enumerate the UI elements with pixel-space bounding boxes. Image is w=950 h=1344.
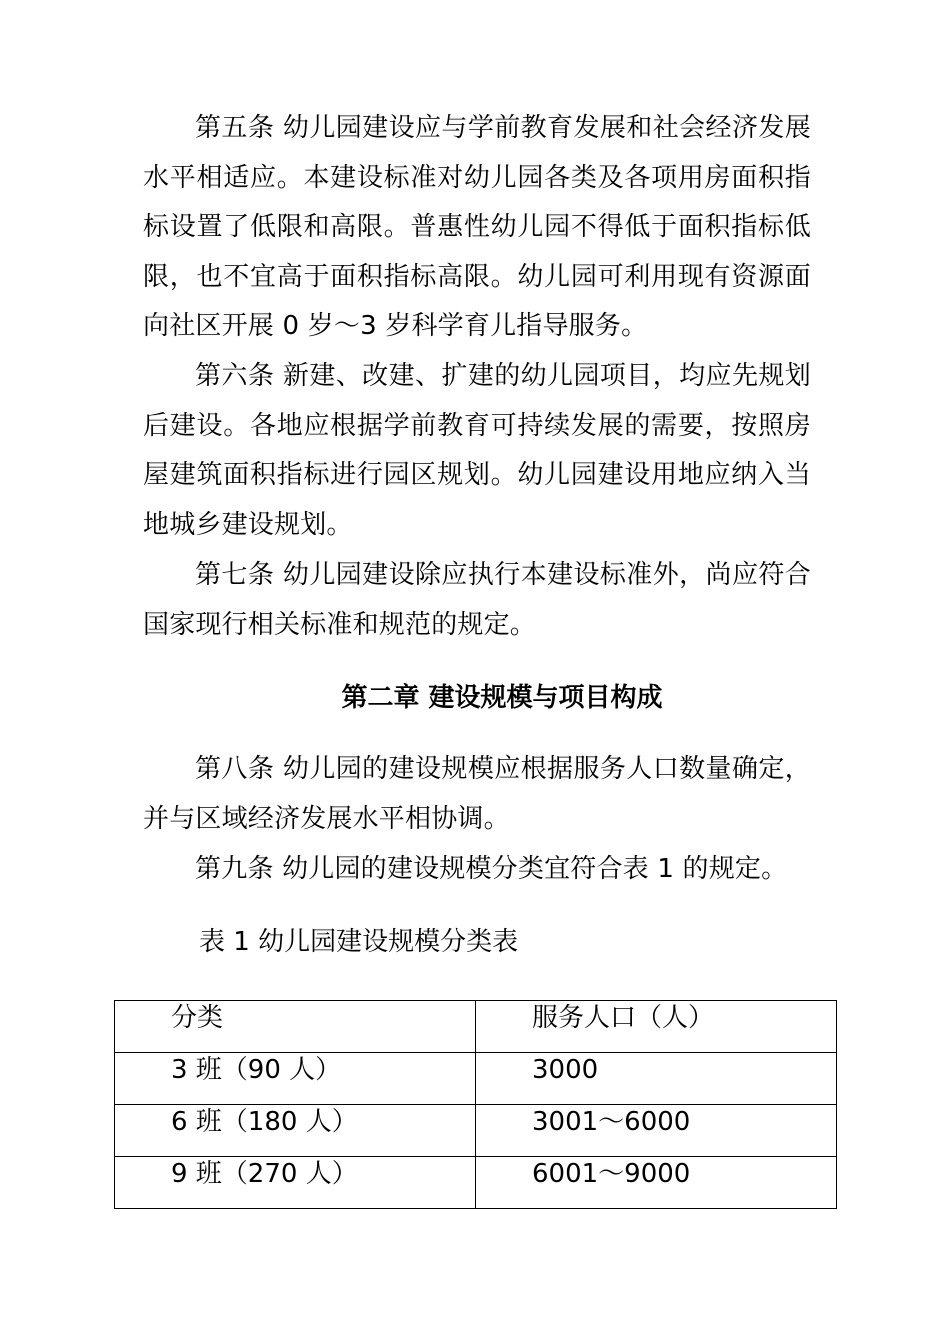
article-8-paragraph: 第八条 幼儿园的建设规模应根据服务人口数量确定，并与区域经济发展水平相协调。: [143, 754, 811, 834]
cell-population: 6001～9000: [476, 1157, 837, 1209]
chapter-heading: 第二章 建设规模与项目构成: [341, 683, 663, 713]
table-row: [115, 1157, 837, 1209]
cell-category: 9 班（270 人）: [115, 1157, 476, 1209]
table-row: [115, 1053, 837, 1105]
table-caption: 表 1 幼儿园建设规模分类表: [199, 927, 519, 957]
article-5-paragraph: 第五条 幼儿园建设应与学前教育发展和社会经济发展水平相适应。本建设标准对幼儿园各类及各项用房面积指标设置了低限和高限。普惠性幼儿园不得低于面积指标低限，也不宜高于面积指标高限。幼儿园可利用现有资源面向社区开展 0 岁～3 岁科学育儿指导服务。: [143, 113, 811, 341]
scale-classification-table: [114, 1000, 837, 1209]
cell-population: 3001～6000: [476, 1105, 837, 1157]
header-service-population: 服务人口（人）: [476, 1001, 837, 1053]
article-9-paragraph: 第九条 幼儿园的建设规模分类宜符合表 1 的规定。: [195, 854, 788, 884]
header-category: 分类: [115, 1001, 476, 1053]
cell-category: 6 班（180 人）: [115, 1105, 476, 1157]
cell-population: 3000: [476, 1053, 837, 1105]
article-6-paragraph: 第六条 新建、改建、扩建的幼儿园项目，均应先规划后建设。各地应根据学前教育可持续发展的需要，按照房屋建筑面积指标进行园区规划。幼儿园建设用地应纳入当地城乡建设规划。: [143, 361, 811, 540]
cell-category: 3 班（90 人）: [115, 1053, 476, 1105]
article-7-paragraph: 第七条 幼儿园建设除应执行本建设标准外，尚应符合国家现行相关标准和规范的规定。: [143, 560, 811, 640]
table-header-row: [115, 1001, 837, 1053]
table-row: [115, 1105, 837, 1157]
